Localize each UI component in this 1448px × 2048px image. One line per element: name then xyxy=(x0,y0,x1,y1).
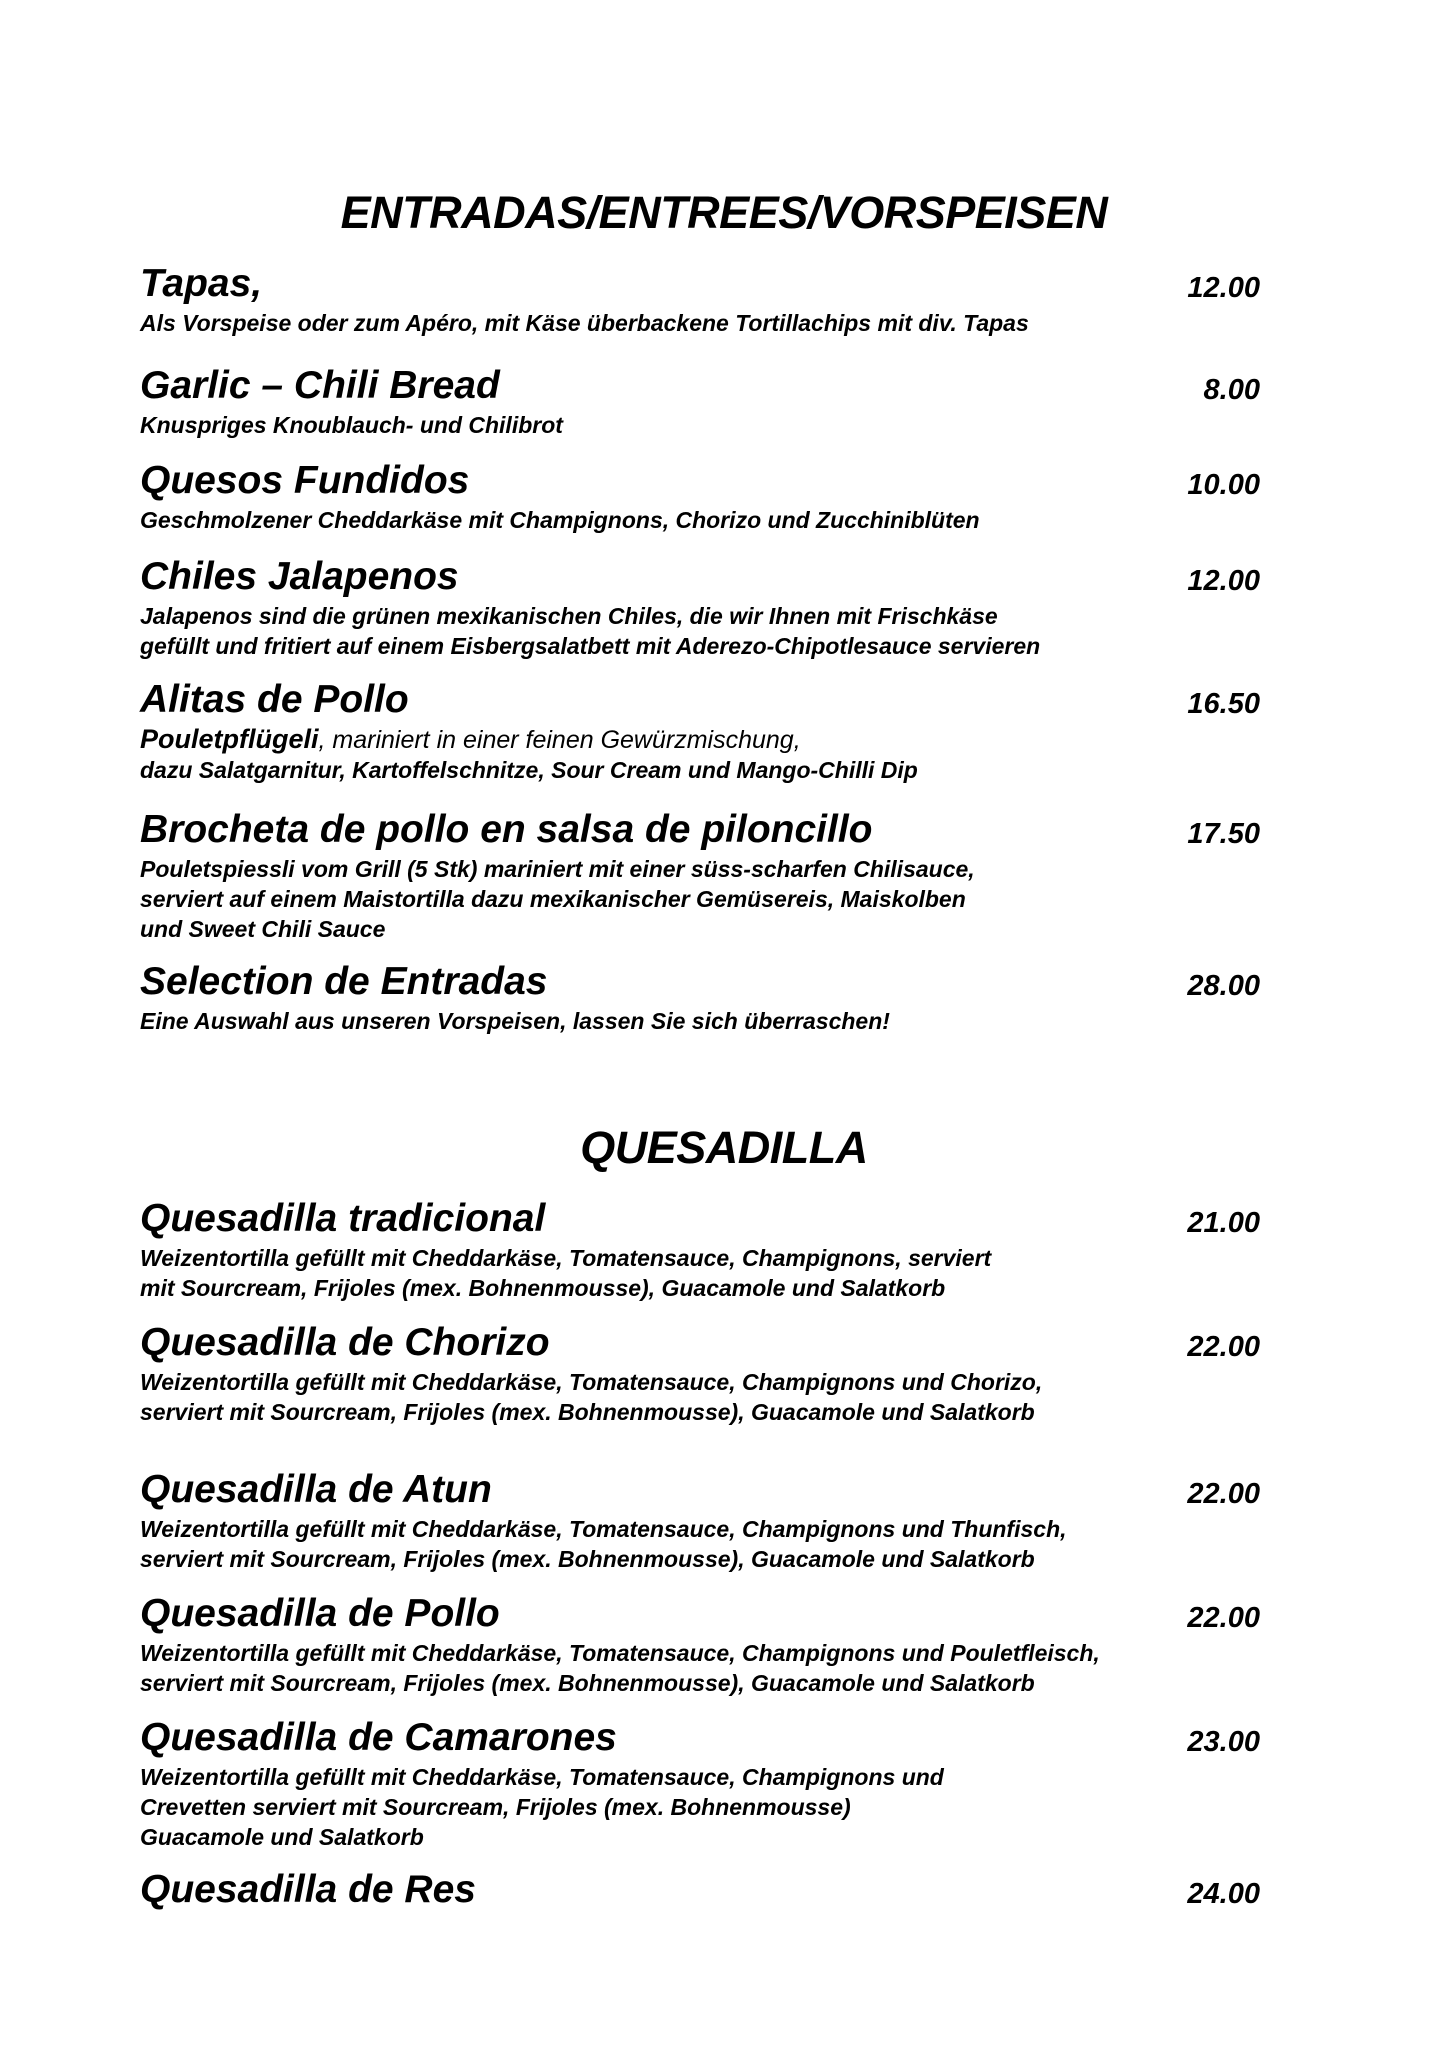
item-price: 8.00 xyxy=(1203,374,1260,406)
menu-item xyxy=(140,806,1260,944)
item-name: Brocheta de pollo en salsa de piloncillo xyxy=(140,808,873,851)
item-description: Weizentortilla gefüllt mit Cheddarkäse, Tomatensauce, Champignons und Thunfisch, serviert mit Sourcream, Frijoles (mex. Bohnenmousse), Guacamole und Salatkorb xyxy=(140,1516,1067,1572)
item-price: 17.50 xyxy=(1187,818,1260,850)
item-description: Weizentortilla gefüllt mit Cheddarkäse, Tomatensauce, Champignons und Pouletfleisch, serviert mit Sourcream, Frijoles (mex. Bohnenmousse), Guacamole und Salatkorb xyxy=(140,1640,1100,1696)
item-name: Quesos Fundidos xyxy=(140,459,470,502)
item-price: 22.00 xyxy=(1187,1602,1260,1634)
item-description: Weizentortilla gefüllt mit Cheddarkäse, Tomatensauce, Champignons und Chorizo, serviert mit Sourcream, Frijoles (mex. Bohnenmousse), Guacamole und Salatkorb xyxy=(140,1369,1043,1425)
item-description: Weizentortilla gefüllt mit Cheddarkäse, Tomatensauce, Champignons, serviert mit Sourcream, Frijoles (mex. Bohnenmousse), Guacamole und Salatkorb xyxy=(140,1245,992,1301)
item-description: Geschmolzener Cheddarkäse mit Champignons, Chorizo und Zucchiniblüten xyxy=(140,507,980,533)
item-price: 10.00 xyxy=(1187,469,1260,501)
menu-item xyxy=(140,362,1260,440)
menu-item xyxy=(140,553,1260,661)
menu-item xyxy=(140,1590,1260,1698)
item-price: 16.50 xyxy=(1187,688,1260,720)
item-name: Quesadilla de Chorizo xyxy=(140,1321,550,1364)
item-price: 12.00 xyxy=(1187,565,1260,597)
item-name: Quesadilla de Pollo xyxy=(140,1592,500,1635)
item-description: Weizentortilla gefüllt mit Cheddarkäse, Tomatensauce, Champignons und Crevetten serviert mit Sourcream, Frijoles (mex. Bohnenmousse) Guacamole und Salatkorb xyxy=(140,1764,944,1850)
item-name: Quesadilla de Res xyxy=(140,1868,476,1911)
item-price: 22.00 xyxy=(1187,1331,1260,1363)
item-name: Garlic – Chili Bread xyxy=(140,364,500,407)
item-name: Selection de Entradas xyxy=(140,960,548,1003)
item-name: Tapas, xyxy=(140,262,263,305)
menu-item xyxy=(140,1466,1260,1574)
menu-item xyxy=(140,958,1260,1036)
menu-item xyxy=(140,260,1260,338)
item-description: Als Vorspeise oder zum Apéro, mit Käse überbackene Tortillachips mit div. Tapas xyxy=(140,310,1029,336)
item-description: Pouletpflügeli, mariniert in einer feinen Gewürzmischung, dazu Salatgarnitur, Kartoffelschnitze, Sour Cream und Mango-Chilli Dip xyxy=(140,724,918,783)
menu-item xyxy=(140,1714,1260,1852)
item-name: Quesadilla de Atun xyxy=(140,1468,492,1511)
section-heading-entradas: ENTRADAS/ENTREES/VORSPEISEN xyxy=(340,187,1108,238)
item-name: Quesadilla tradicional xyxy=(140,1197,546,1240)
section-heading-quesadilla: QUESADILLA xyxy=(580,1122,868,1173)
item-price: 24.00 xyxy=(1187,1878,1260,1910)
item-name: Chiles Jalapenos xyxy=(140,555,459,598)
item-price: 22.00 xyxy=(1187,1478,1260,1510)
item-name: Alitas de Pollo xyxy=(140,678,409,721)
menu-item xyxy=(140,1319,1260,1427)
menu-item xyxy=(140,1195,1260,1303)
item-description: Eine Auswahl aus unseren Vorspeisen, lassen Sie sich überraschen! xyxy=(140,1008,890,1034)
item-description: Pouletspiessli vom Grill (5 Stk) mariniert mit einer süss-scharfen Chilisauce, serviert auf einem Maistortilla dazu mexikanischer Gemüsereis, Maiskolben und Sweet Chili Sauce xyxy=(140,856,975,942)
menu-item xyxy=(140,457,1260,535)
item-description: Knuspriges Knoublauch- und Chilibrot xyxy=(140,412,563,438)
menu-item xyxy=(140,676,1260,785)
item-price: 21.00 xyxy=(1187,1207,1260,1239)
menu-item xyxy=(140,1866,1260,1914)
item-price: 28.00 xyxy=(1187,970,1260,1002)
item-price: 12.00 xyxy=(1187,272,1260,304)
item-name: Quesadilla de Camarones xyxy=(140,1716,617,1759)
item-description: Jalapenos sind die grünen mexikanischen Chiles, die wir Ihnen mit Frischkäse gefüllt und fritiert auf einem Eisbergsalatbett mit Aderezo-Chipotlesauce servieren xyxy=(140,603,1041,659)
item-price: 23.00 xyxy=(1187,1726,1260,1758)
